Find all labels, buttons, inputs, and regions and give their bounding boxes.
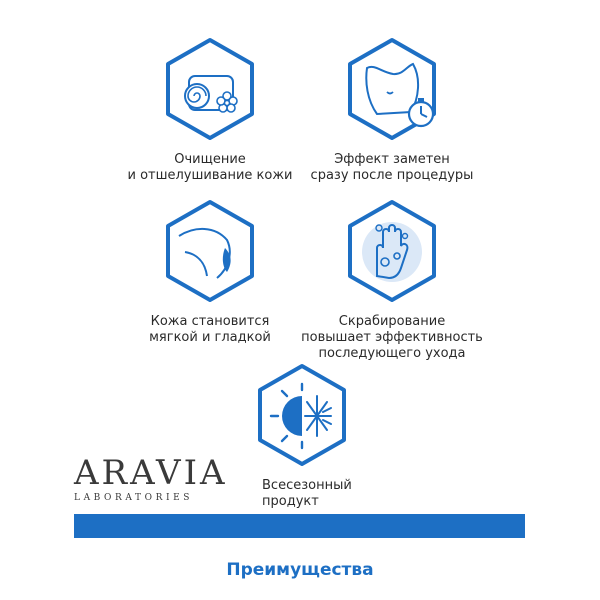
feature-caption-line: сразу после процедуры [310, 168, 474, 183]
feature-caption-line: продукт [262, 494, 319, 509]
feature-caption-line: и отшелушивание кожи [127, 168, 293, 183]
hand-scrub-icon [337, 196, 447, 306]
brand-subtitle: LABORATORIES [74, 493, 194, 503]
feature-instant-effect [282, 34, 502, 184]
smooth-skin-icon [155, 196, 265, 306]
accent-bar [74, 514, 525, 538]
feature-caption-line: Эффект заметен [334, 152, 450, 167]
feature-caption-line: Скрабирование [338, 314, 446, 329]
feature-caption-line: Всесезонный [262, 478, 352, 493]
feature-caption-line: мягкой и гладкой [149, 330, 271, 345]
feature-caption-line: Кожа становится [150, 314, 270, 329]
brand-logo [74, 455, 244, 503]
feature-scrub-efficiency [282, 196, 502, 362]
towel-flower-icon [155, 34, 265, 144]
page-title: Преимущества [226, 560, 374, 580]
brand-name: ARAVIA [74, 453, 228, 493]
body-stopwatch-icon [337, 34, 447, 144]
sun-snowflake-icon [247, 360, 357, 470]
feature-caption-line: повышает эффективность [301, 330, 483, 345]
feature-caption-line: Очищение [174, 152, 246, 167]
feature-caption-line: последующего ухода [318, 346, 466, 361]
